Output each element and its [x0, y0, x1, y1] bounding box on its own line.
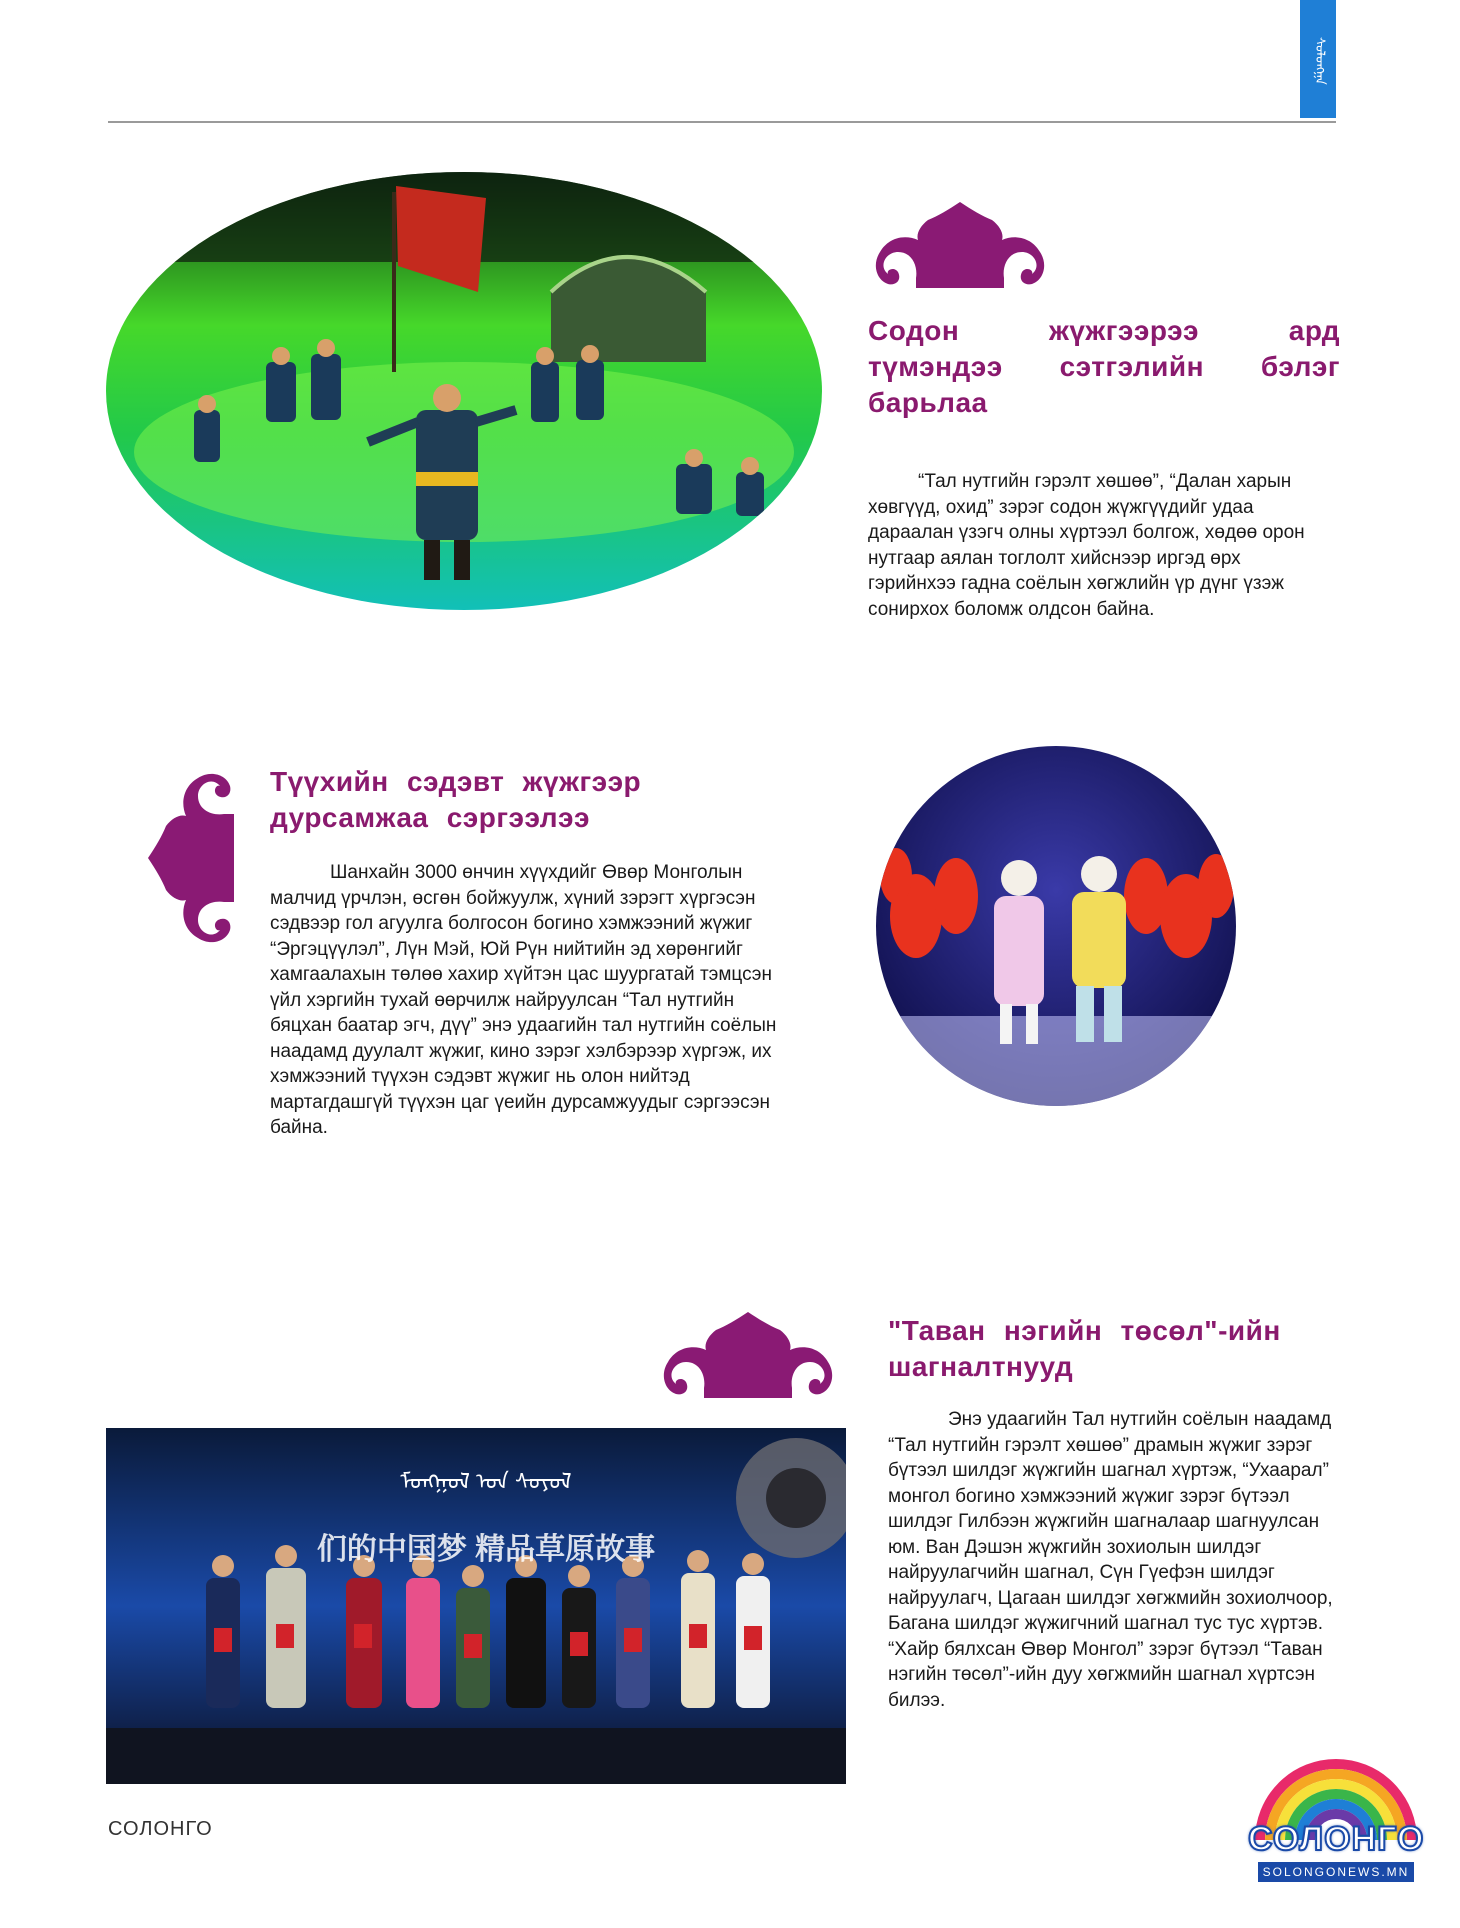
- logo-url: SOLONGONEWS.MN: [1258, 1862, 1414, 1882]
- dance-photo-circle-image: [876, 746, 1236, 1106]
- section-2-title: Түүхийн сэдэвт жүжгээр дурсамжаа сэргээлээ: [270, 766, 642, 833]
- section-1-title: Содон жүжгээрээ ард түмэндээ сэтгэлийн бэлэг барьлаа: [868, 315, 1340, 418]
- section-tab: [1300, 0, 1336, 118]
- section-3-text: [888, 1313, 1358, 1713]
- section-1-text: [868, 313, 1340, 622]
- award-ceremony-photo: [106, 1428, 846, 1784]
- cloud-ornament-2: [146, 766, 238, 950]
- cloud-ornament-1: [868, 200, 1052, 292]
- stage-photo-yurt-image: [106, 172, 822, 610]
- section-3-body: Энэ удаагийн Тал нутгийн соёлын наадамд “Тал нутгийн гэрэлт хөшөө” драмын жүжиг зэрэг бүтээл шилдэг жүжгийн шагнал хүртэж, “Ухаарал” монгол богино хэмжээний жүжиг зэрэг бүтээл шилдэг Гилбээн жүжгийн шагналаар шагнуулсан юм. Ван Дэшэн жүжгийн зохиолын шилдэг найруулагчийн шагнал, Сүн Гүефэн шилдэг найруулагч, Цагаан шилдэг хөгжмийн зохиолчоор, Багана шилдэг жүжигчний шагнал тус тус хүртэв. “Хайр бялхсан Өвөр Монгол” зэрэг бүтээл “Таван нэгийн төсөл”-ийн дуу хөгжмийн шагнал хүртсэн билээ.: [888, 1409, 1333, 1711]
- award-banner-chinese: 们的中国梦 精品草原故事: [316, 1533, 656, 1566]
- award-banner-mongol: ᠮᠣᠩᠭᠣᠯ ᠤᠨ ᠰᠤᠶᠤᠯ: [400, 1469, 572, 1494]
- section-2-body: Шанхайн 3000 өнчин хүүхдийг Өвөр Монголын малчид үрчлэн, өсгөн бойжуулж, хүний зэрэгт хүргэсэн сэдвээр гол агуулга болгосон богино хэмжээний жүжиг “Эргэцүүлэл”, Лүн Мэй, Юй Рүн нийтийн эд хөрөнгийг хамгаалахын төлөө хахир хүйтэн цас шуургатай тэмцсэн үйл хэргийн тухай өөрчилж найруулсан “Тал нутгийн бяцхан баатар эгч, дүү” энэ удаагийн тал нутгийн соёлын наадамд дуулалт жүжиг, кино зэрэг хэлбэрээр хүргэж, их хэмжээний түүхэн сэдэвт жүжиг нь олон нийтэд мартагдашгүй түүхэн цаг үеийн дурсамжуудыг сэргээсэн байна.: [270, 862, 777, 1138]
- section-2-text: [270, 764, 790, 1141]
- header-rule: [108, 121, 1336, 123]
- section-tab-label: ᠰᠣᠯᠣᠩᠭ᠋ᠠ: [1313, 37, 1328, 85]
- logo-title: СОЛОНГО: [1248, 1820, 1425, 1858]
- footer-magazine-name: СОЛОНГО: [108, 1818, 213, 1840]
- cloud-ornament-3: [656, 1310, 840, 1402]
- section-3-title: "Таван нэгийн төсөл"-ийн шагналтнууд: [888, 1315, 1281, 1382]
- section-1-body: “Тал нутгийн гэрэлт хөшөө”, “Далан харын хөвгүүд, охид” зэрэг содон жүжгүүдийг удаа дараалан үзэгч олны хүртээл болгож, хөдөө орон нутгаар аялан тоглолт хийснээр иргэд өрх гэрийнхээ гадна соёлын хөгжлийн үр дүнг үзэж сонирхох боломж олдсон байна.: [868, 471, 1305, 620]
- dance-photo-circle: [876, 746, 1236, 1106]
- solongo-logo: [1248, 1748, 1424, 1898]
- stage-photo-yurt: [106, 172, 822, 610]
